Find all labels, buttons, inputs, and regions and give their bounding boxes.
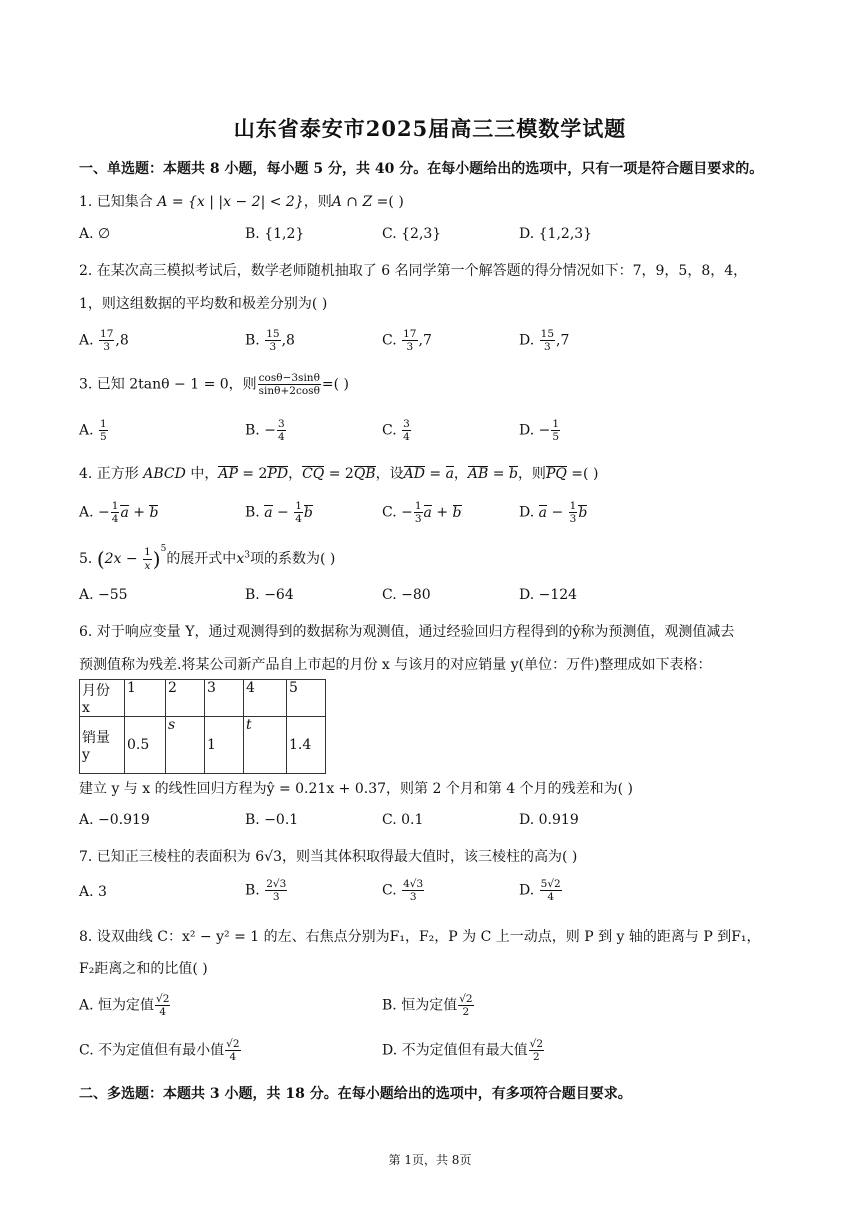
section-single-choice: 一、单选题：本题共 8 小题，每小题 5 分，共 40 分。在每小题给出的选项中，只有一项是符合题目要求的。 (79, 161, 764, 177)
table-cell: 1 (205, 717, 244, 774)
q6-option-b[interactable]: B. −0.1 (245, 812, 299, 828)
q2-option-a[interactable]: A. $\frac{17}{3}$ ,8 (79, 328, 129, 354)
q1-option-c[interactable]: C. {2,3} (382, 226, 442, 242)
table-cell: 月份 x (80, 680, 125, 717)
question-6-line-1: 6. 对于响应变量 Y，通过观测得到的数据称为观测值，通过经验回归方程得到的ŷ称为预测值，观测值减去 (79, 624, 735, 640)
q6-option-d[interactable]: D. 0.919 (519, 812, 579, 828)
page-footer: 第 1页，共 8页 (388, 1153, 472, 1167)
question-8-line-2: F₂距离之和的比值( ) (79, 961, 208, 977)
section-multiple-choice: 二、多选题：本题共 3 小题，共 18 分。在每小题给出的选项中，有多项符合题目要求。 (79, 1086, 632, 1102)
table-cell: 2 (166, 680, 205, 717)
table-row (80, 680, 326, 717)
q2-option-d[interactable]: D. $\frac{15}{3}$ ,7 (519, 328, 570, 354)
q1-option-a[interactable]: A. ∅ (79, 226, 111, 242)
q7-option-b[interactable]: B. $\frac{2√3}{3}$ (245, 878, 287, 904)
table-cell: 1.4 (287, 717, 326, 774)
question-6-line-3: 建立 y 与 x 的线性回归方程为ŷ = 0.21x + 0.37，则第 2 个月和第 4 个月的残差和为( ) (79, 781, 634, 797)
q8-option-a[interactable]: A. 恒为定值 $\frac{√2}{4}$ (79, 993, 170, 1019)
q1-option-b[interactable]: B. {1,2} (245, 226, 305, 242)
q8-option-c[interactable]: C. 不为定值但有最小值 $\frac{√2}{4}$ (79, 1038, 240, 1064)
q5-option-d[interactable]: D. −124 (519, 587, 578, 603)
question-7: 7. 已知正三棱柱的表面积为 6√3，则当其体积取得最大值时，该三棱柱的高为( ) (79, 849, 578, 865)
q7-option-a[interactable]: A. 3 (79, 884, 107, 900)
table-cell: 3 (205, 680, 244, 717)
page-title: 山东省泰安市2025届高三三模数学试题 (233, 116, 627, 141)
table-row (80, 717, 326, 774)
table-cell: t (244, 717, 287, 774)
q7-option-d[interactable]: D. $\frac{5√2}{4}$ (519, 878, 561, 904)
q4-option-a[interactable]: A. − $\frac{1}{4}$ a + b (79, 500, 159, 526)
q3-option-d[interactable]: D. − $\frac{1}{5}$ (519, 418, 560, 444)
table-cell: 销量 y (80, 717, 125, 774)
sales-table (79, 679, 326, 774)
question-8-line-1: 8. 设双曲线 C：x² − y² = 1 的左、右焦点分别为F₁，F₂，P 为 C 上一动点，则 P 到 y 轴的距离与 P 到F₁， (79, 929, 761, 945)
table-cell: 5 (287, 680, 326, 717)
q6-option-c[interactable]: C. 0.1 (382, 812, 424, 828)
q5-option-c[interactable]: C. −80 (382, 587, 431, 603)
q4-option-c[interactable]: C. − $\frac{1}{3}$ a + b (382, 500, 462, 526)
q1-option-d[interactable]: D. {1,2,3} (519, 226, 593, 242)
table-cell: 4 (244, 680, 287, 717)
q8-option-b[interactable]: B. 恒为定值 $\frac{√2}{2}$ (382, 993, 473, 1019)
q2-option-b[interactable]: B. $\frac{15}{3}$ ,8 (245, 328, 295, 354)
question-6-line-2: 预测值称为残差.将某公司新产品自上市起的月份 x 与该月的对应销量 y(单位：万件)整理成如下表格： (79, 657, 712, 673)
q7-option-c[interactable]: C. $\frac{4√3}{3}$ (382, 878, 424, 904)
q5-option-b[interactable]: B. −64 (245, 587, 294, 603)
q4-option-d[interactable]: D. a − $\frac{1}{3}$ b (519, 500, 588, 526)
q3-option-b[interactable]: B. − $\frac{3}{4}$ (245, 418, 285, 444)
question-4: 4. 正方形 ABCD 中，AP = 2PD，CQ = 2QB，设AD = a，AB = b，则PQ =( ) (79, 466, 599, 482)
q5-option-a[interactable]: A. −55 (79, 587, 128, 603)
table-cell: 0.5 (125, 717, 166, 774)
question-3: 3. 已知 2tanθ − 1 = 0，则 $\frac{\cos\theta-3\sin\theta}{\sin\theta+2\cos\theta}$ =( ) (79, 372, 350, 398)
table-cell: s (166, 717, 205, 774)
question-2-line-2: 1，则这组数据的平均数和极差分别为( ) (79, 296, 328, 312)
table-cell: 1 (125, 680, 166, 717)
question-5: 5. (2x − $\frac{1}{x}$ )$^5$的展开式中$x^3$项的系数为( ) (79, 544, 336, 572)
q3-option-c[interactable]: C. $\frac{3}{4}$ (382, 418, 410, 444)
question-1: 1. 已知集合 A = {x | |x − 2| < 2}，则A ∩ Z =( ) (79, 194, 404, 210)
question-2-line-1: 2. 在某次高三模拟考试后，数学老师随机抽取了 6 名同学第一个解答题的得分情况如下：7，9，5，8，4， (79, 263, 748, 279)
q6-option-a[interactable]: A. −0.919 (79, 812, 150, 828)
q2-option-c[interactable]: C. $\frac{17}{3}$ ,7 (382, 328, 432, 354)
q4-option-b[interactable]: B. a − $\frac{1}{4}$ b (245, 500, 313, 526)
q3-option-a[interactable]: A. $\frac{1}{5}$ (79, 418, 107, 444)
q8-option-d[interactable]: D. 不为定值但有最大值 $\frac{√2}{2}$ (382, 1038, 544, 1064)
